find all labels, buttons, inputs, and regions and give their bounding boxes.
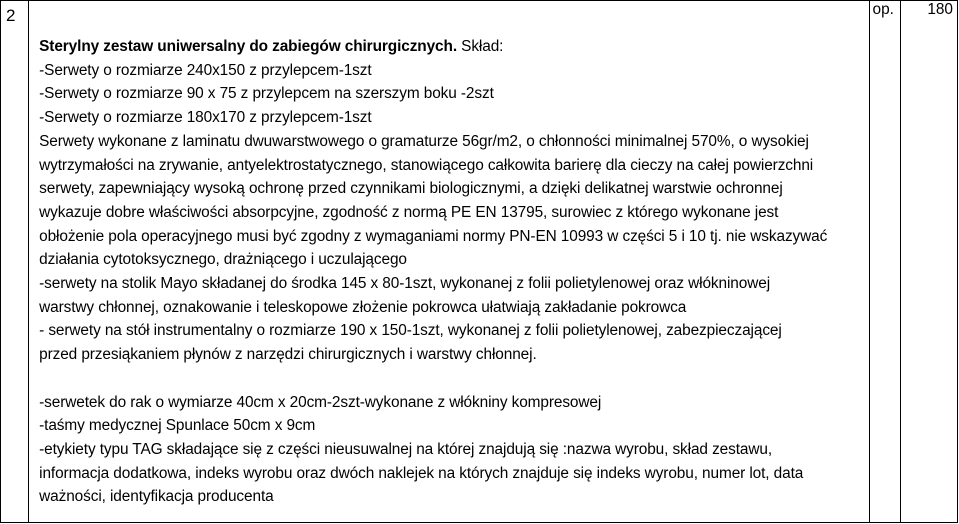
description-line: -etykiety typu TAG składające się z części nieusuwalnej na której znajdują się :nazwa wyrobu, skład zestawu, bbox=[39, 440, 773, 458]
description-line: -taśmy medycznej Spunlace 50cm x 9cm bbox=[39, 417, 316, 435]
description-lines bbox=[39, 59, 862, 509]
description-line: przed przesiąkaniem płynów z narzędzi chirurgicznych i warstwy chłonnej. bbox=[39, 346, 537, 364]
description-line: -Serwety o rozmiarze 240x150 z przylepcem-1szt bbox=[39, 61, 372, 79]
description-line: -Serwety o rozmiarze 180x170 z przylepcem-1szt bbox=[39, 109, 372, 127]
description-line: serwety, zapewniający wysoką ochronę przed czynnikami biologicznymi, a dzięki delikatnej warstwie ochronnej bbox=[39, 180, 783, 198]
description-line: -serwety na stolik Mayo składanej do środka 145 x 80-1szt, wykonanej z folii polietylenowej oraz włókninowej bbox=[39, 275, 771, 293]
description-line: - serwety na stół instrumentalny o rozmiarze 190 x 150-1szt, wykonanej z folii polietylenowej, zabezpieczającej bbox=[39, 322, 782, 340]
description-cell bbox=[29, 1, 869, 523]
description-line: wytrzymałości na zrywanie, antyelektrostatycznego, stanowiącego całkowita barierę dla cieczy na całej powierzchni bbox=[39, 156, 814, 174]
product-title: Sterylny zestaw uniwersalny do zabiegów chirurgicznych. bbox=[39, 38, 457, 55]
description-line: warstwy chłonnej, oznakowanie i teleskopowe złożenie pokrowca ułatwiają zakładanie pokrowca bbox=[39, 298, 687, 316]
unit-cell bbox=[869, 1, 900, 523]
description-line: -serwetek do rak o wymiarze 40cm x 20cm-2szt-wykonane z włókniny kompresowej bbox=[39, 393, 602, 411]
description-line: działania cytotoksycznego, drażniącego i uczulającego bbox=[39, 251, 407, 269]
quantity-cell bbox=[900, 1, 957, 523]
description-line: Serwety wykonane z laminatu dwuwarstwowego o gramaturze 56gr/m2, o chłonności minimalnej 570%, o wysokiej bbox=[39, 132, 809, 150]
row-number-cell bbox=[1, 1, 29, 523]
description-text bbox=[29, 1, 868, 509]
unit-of-measure: op. bbox=[872, 1, 894, 18]
description-line: wykazuje dobre właściwości absorpcyjne, zgodność z normą PE EN 13795, surowiec z którego wykonane jest bbox=[39, 203, 779, 221]
quantity-value: 180 bbox=[927, 1, 953, 18]
description-line: obłożenie pola operacyjnego musi być zgodny z wymaganiami normy PN-EN 10993 w części 5 i 10 tj. nie wskazywać bbox=[39, 227, 828, 245]
description-line bbox=[39, 367, 862, 391]
description-line: informacja dodatkowa, indeks wyrobu oraz dwóch naklejek na których znajduje się indeks wyrobu, numer lot, data bbox=[39, 464, 804, 482]
description-line: -Serwety o rozmiarze 90 x 75 z przylepcem na szerszym boku -2szt bbox=[39, 85, 494, 103]
title-suffix: Skład: bbox=[457, 38, 504, 55]
row-number: 2 bbox=[6, 6, 16, 25]
description-line: ważności, identyfikacja producenta bbox=[39, 488, 274, 506]
description-title-line bbox=[39, 35, 862, 59]
table-row bbox=[1, 1, 958, 523]
